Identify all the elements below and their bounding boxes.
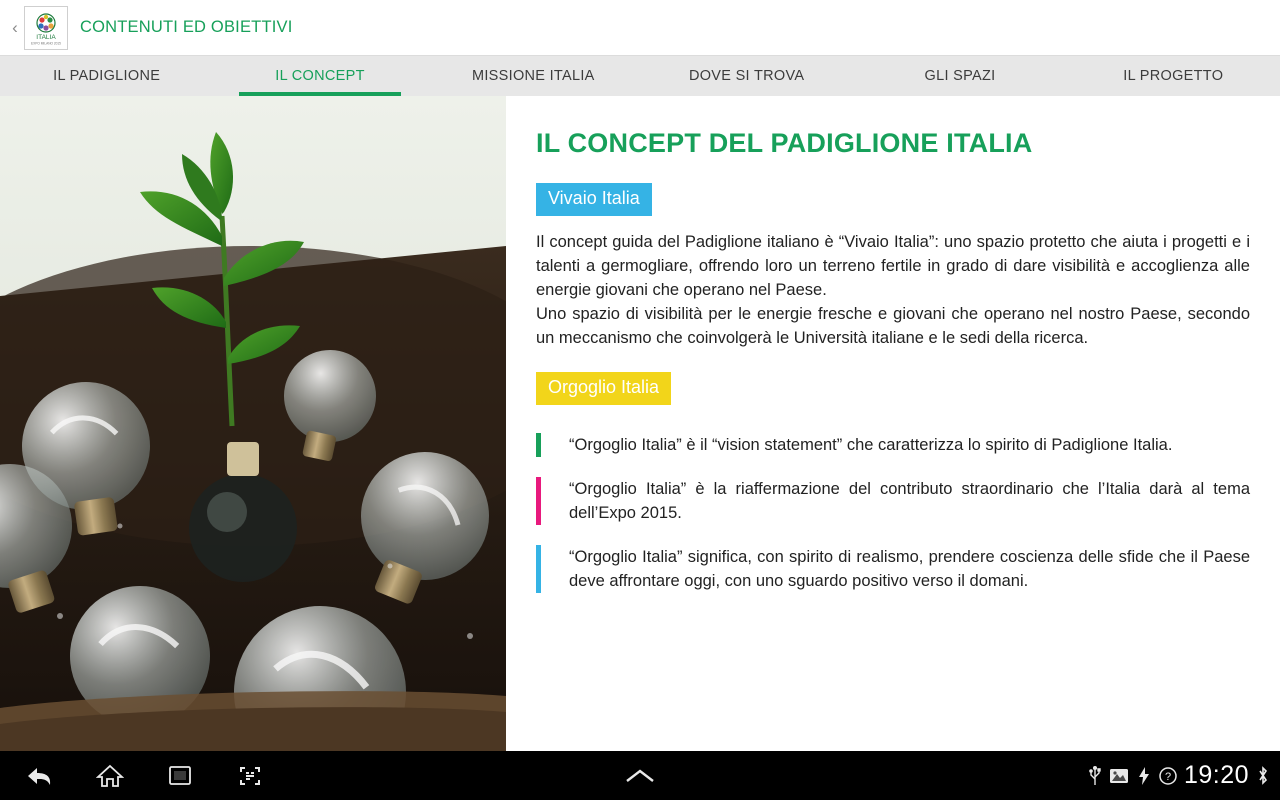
bullet-text: “Orgoglio Italia” significa, con spirito di realismo, prendere coscienza delle sfide che il Paese deve affrontare oggi, con uno sguardo positivo verso il domani. [569,548,1250,590]
usb-icon [1088,765,1102,787]
bullet-text: “Orgoglio Italia” è la riaffermazione del contributo straordinario che l’Italia darà al tema dell’Expo 2015. [569,480,1250,522]
list-item [536,477,1250,525]
home-icon[interactable] [92,758,128,794]
article-headline: IL CONCEPT DEL PADIGLIONE ITALIA [536,128,1033,158]
tab-gli-spazi[interactable]: GLI SPAZI [924,68,996,84]
tab-il-concept[interactable]: IL CONCEPT [213,56,426,96]
status-icon-group[interactable] [1088,761,1270,790]
app-logo [24,6,68,50]
nav-button-group [0,758,268,794]
back-chevron-icon[interactable]: ‹ [12,18,18,37]
screenshot-saved-icon [1109,767,1129,785]
bluetooth-icon [1256,765,1270,787]
android-system-bar [0,751,1280,800]
article-paragraph-2: Uno spazio di visibilità per le energie fresche e giovani che operano nel nostro Paese, secondo un meccanismo che coinvolgerà le Università italiane e le sedi della ricerca. [536,305,1250,347]
bullet-list [536,433,1250,593]
content-area [0,96,1280,751]
list-item [536,433,1250,457]
chip-vivaio-italia: Vivaio Italia [536,183,652,216]
bullet-accent-bar [536,477,541,525]
tab-dove-si-trova[interactable]: DOVE SI TROVA [688,68,805,84]
back-arrow-icon[interactable] [22,758,58,794]
title-bar [0,0,1280,55]
recent-apps-icon[interactable] [162,758,198,794]
screenshot-icon[interactable] [232,758,268,794]
status-clock: 19:20 [1183,761,1249,789]
article-pane [506,96,1280,751]
bullet-accent-bar [536,433,541,457]
chip-orgoglio-italia: Orgoglio Italia [536,372,671,405]
concept-photo [0,96,506,751]
help-icon [1159,767,1177,785]
bullet-text: “Orgoglio Italia” è il “vision statement” che caratterizza lo spirito di Padiglione Italia. [569,436,1173,454]
tab-il-padiglione[interactable]: IL PADIGLIONE [53,68,161,84]
article-paragraph-1: Il concept guida del Padiglione italiano è “Vivaio Italia”: uno spazio protetto che aiuta i progetti e i talenti a germogliare, offrendo loro un terreno fertile in grado di dare visibilità e accoglienza alle energie giovani che operano nel Paese. [536,233,1250,299]
fast-charge-icon [1136,766,1152,786]
chevron-up-icon[interactable] [622,758,658,794]
tab-missione-italia[interactable]: MISSIONE ITALIA [471,68,595,84]
svg-text:ITALIA: ITALIA [36,33,56,41]
tab-bar [0,55,1280,96]
svg-text:EXPO MILANO 2015: EXPO MILANO 2015 [31,41,61,45]
bullet-accent-bar [536,545,541,593]
tab-il-progetto[interactable]: IL PROGETTO [1123,68,1224,84]
svg-text:?: ? [1164,770,1171,783]
list-item [536,545,1250,593]
page-title: CONTENUTI ED OBIETTIVI [80,18,293,36]
